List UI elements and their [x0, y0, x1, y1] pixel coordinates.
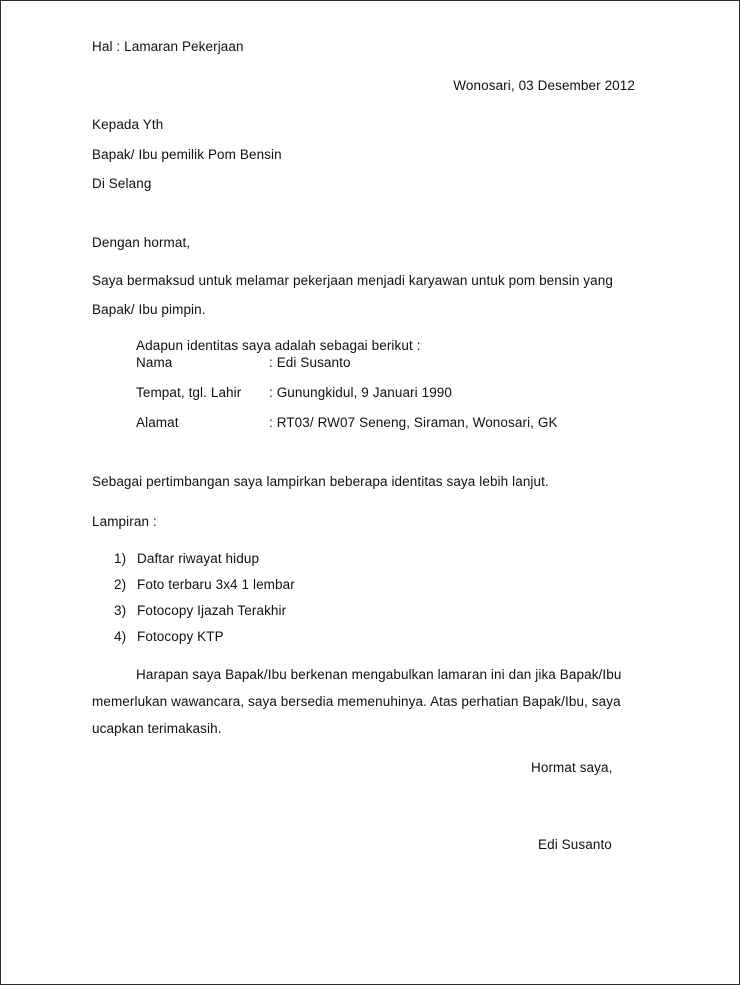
- signoff: Hormat saya,: [531, 760, 613, 775]
- recipient-line-1: Kepada Yth: [92, 117, 164, 132]
- place-date: Wonosari, 03 Desember 2012: [453, 78, 635, 93]
- attachment-item: Foto terbaru 3x4 1 lembar: [137, 577, 295, 592]
- closing-line-2: memerlukan wawancara, saya bersedia memenuhinya. Atas perhatian Bapak/Ibu, saya: [92, 694, 621, 709]
- attachment-item: Fotocopy Ijazah Terakhir: [137, 603, 287, 618]
- identity-heading: Adapun identitas saya adalah sebagai berikut :: [136, 338, 421, 353]
- greeting: Dengan hormat,: [92, 235, 191, 250]
- recipient-line-3: Di Selang: [92, 176, 152, 191]
- identity-value-address: : RT03/ RW07 Seneng, Siraman, Wonosari, GK: [269, 415, 558, 430]
- consideration-text: Sebagai pertimbangan saya lampirkan beberapa identitas saya lebih lanjut.: [92, 474, 549, 489]
- identity-label-address: Alamat: [136, 415, 179, 430]
- attachment-number: 4): [114, 629, 127, 644]
- identity-label-name: Nama: [136, 355, 173, 370]
- closing-line-3: ucapkan terimakasih.: [92, 721, 222, 736]
- recipient-line-2: Bapak/ Ibu pemilik Pom Bensin: [92, 147, 282, 162]
- attachment-number: 2): [114, 577, 127, 592]
- attachments-heading: Lampiran :: [92, 514, 157, 529]
- identity-label-birth: Tempat, tgl. Lahir: [136, 385, 242, 400]
- signatory-name: Edi Susanto: [538, 837, 612, 852]
- attachment-number: 3): [114, 603, 127, 618]
- identity-value-name: : Edi Susanto: [269, 355, 351, 370]
- closing-line-1: Harapan saya Bapak/Ibu berkenan mengabulkan lamaran ini dan jika Bapak/Ibu: [136, 667, 622, 682]
- attachment-number: 1): [114, 551, 127, 566]
- intro-line-1: Saya bermaksud untuk melamar pekerjaan menjadi karyawan untuk pom bensin yang: [92, 273, 613, 288]
- attachment-item: Daftar riwayat hidup: [137, 551, 260, 566]
- letter-subject: Hal : Lamaran Pekerjaan: [92, 39, 244, 54]
- identity-value-birth: : Gunungkidul, 9 Januari 1990: [269, 385, 453, 400]
- attachment-item: Fotocopy KTP: [137, 629, 224, 644]
- intro-line-2: Bapak/ Ibu pimpin.: [92, 302, 206, 317]
